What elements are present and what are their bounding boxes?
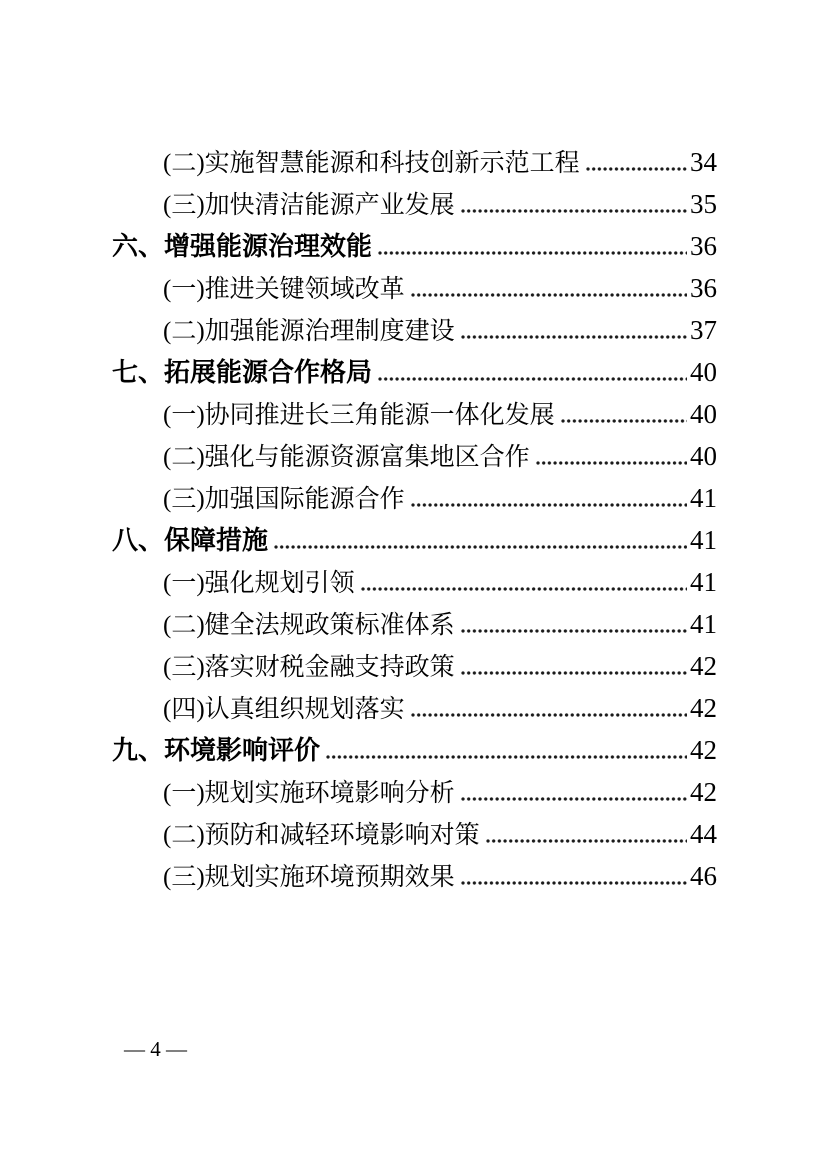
toc-entry [0, 141, 826, 183]
toc-entry [0, 645, 826, 687]
toc-entry-title: (三)加快清洁能源产业发展 [163, 192, 455, 219]
toc-entry [0, 435, 826, 477]
toc-leader-dots [411, 503, 687, 507]
toc-entry [0, 813, 826, 855]
toc-leader-dots [461, 671, 687, 675]
toc-leader-dots [411, 713, 687, 717]
toc-entry-page-number: 40 [690, 399, 717, 429]
toc-entry-title: (二)实施智慧能源和科技创新示范工程 [163, 150, 580, 177]
toc-entry-page-number: 42 [690, 777, 717, 807]
toc-entry [0, 729, 826, 771]
toc-entry [0, 603, 826, 645]
toc-entry-page-number: 40 [690, 357, 717, 387]
page-footer [124, 1034, 187, 1064]
toc-entry [0, 351, 826, 393]
toc-leader-dots [461, 797, 687, 801]
toc-leader-dots [561, 419, 687, 423]
toc-entry-title: (三)规划实施环境预期效果 [163, 864, 455, 891]
toc-entry [0, 183, 826, 225]
toc-entry-page-number: 42 [690, 693, 717, 723]
toc-entry [0, 855, 826, 897]
toc-entry-title: (一)规划实施环境影响分析 [163, 780, 455, 807]
toc-leader-dots [461, 209, 687, 213]
toc-leader-dots [486, 839, 687, 843]
toc-entry [0, 393, 826, 435]
toc-entry [0, 267, 826, 309]
toc-entry [0, 477, 826, 519]
toc-entry [0, 771, 826, 813]
toc-leader-dots [274, 545, 687, 549]
toc-entry [0, 309, 826, 351]
toc-entry-title: 八、保障措施 [112, 525, 269, 555]
toc-entry-page-number: 40 [690, 441, 717, 471]
toc-entry-title: (三)加强国际能源合作 [163, 486, 405, 513]
toc-entry-title: (二)加强能源治理制度建设 [163, 318, 455, 345]
toc-entry-page-number: 46 [690, 861, 717, 891]
toc-entry-title: 七、拓展能源合作格局 [112, 357, 373, 387]
toc-entry-page-number: 42 [690, 735, 717, 765]
toc-entry-page-number: 41 [690, 525, 717, 555]
toc-leader-dots [411, 293, 687, 297]
toc-leader-dots [378, 251, 687, 255]
toc-leader-dots [461, 335, 687, 339]
toc-leader-dots [378, 377, 687, 381]
toc-leader-dots [461, 629, 687, 633]
toc-entry-page-number: 41 [690, 483, 717, 513]
toc-leader-dots [586, 167, 687, 171]
table-of-contents [0, 141, 826, 897]
toc-entry-page-number: 41 [690, 567, 717, 597]
toc-entry-page-number: 44 [690, 819, 717, 849]
toc-entry [0, 225, 826, 267]
toc-entry-title: 六、增强能源治理效能 [112, 231, 373, 261]
toc-entry-title: (二)健全法规政策标准体系 [163, 612, 455, 639]
toc-entry-title: (二)强化与能源资源富集地区合作 [163, 444, 530, 471]
toc-entry-title: (一)协同推进长三角能源一体化发展 [163, 402, 555, 429]
toc-entry-page-number: 35 [690, 189, 717, 219]
toc-entry [0, 519, 826, 561]
toc-leader-dots [326, 755, 687, 759]
toc-entry-title: (二)预防和减轻环境影响对策 [163, 822, 480, 849]
toc-entry-title: 九、环境影响评价 [112, 735, 321, 765]
footer-page-number: — 4 — [124, 1037, 187, 1061]
toc-entry [0, 687, 826, 729]
toc-entry-title: (三)落实财税金融支持政策 [163, 654, 455, 681]
toc-leader-dots [361, 587, 687, 591]
toc-entry-page-number: 36 [690, 273, 717, 303]
toc-leader-dots [536, 461, 687, 465]
toc-entry-title: (一)强化规划引领 [163, 570, 355, 597]
toc-entry-page-number: 41 [690, 609, 717, 639]
toc-entry-page-number: 34 [690, 147, 717, 177]
toc-entry [0, 561, 826, 603]
toc-entry-page-number: 36 [690, 231, 717, 261]
toc-entry-title: (一)推进关键领域改革 [163, 276, 405, 303]
toc-entry-page-number: 37 [690, 315, 717, 345]
toc-entry-page-number: 42 [690, 651, 717, 681]
toc-entry-title: (四)认真组织规划落实 [163, 696, 405, 723]
toc-leader-dots [461, 881, 687, 885]
